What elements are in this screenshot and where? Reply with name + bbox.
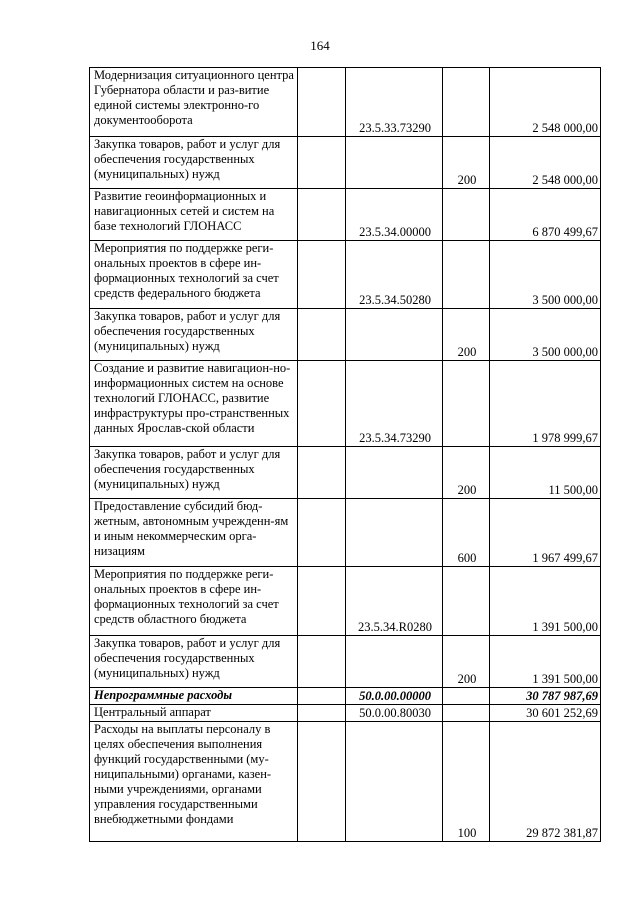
row-code-cell: 50.0.00.00000 — [346, 688, 443, 705]
row-amount-cell: 6 870 499,67 — [490, 189, 601, 241]
row-code-cell: 23.5.34.R0280 — [346, 567, 443, 636]
row-code-cell: 23.5.34.50280 — [346, 241, 443, 309]
row-empty-cell — [298, 722, 346, 842]
row-code-cell: 23.5.34.73290 — [346, 361, 443, 447]
row-amount-cell: 1 978 999,67 — [490, 361, 601, 447]
row-name-cell: Закупка товаров, работ и услуг для обеспечения государственных (муниципальных) нужд — [90, 447, 298, 499]
budget-table — [89, 67, 601, 842]
budget-table-body — [90, 68, 601, 842]
row-amount-cell: 1 391 500,00 — [490, 567, 601, 636]
table-row — [90, 705, 601, 722]
row-code-cell — [346, 137, 443, 189]
table-row — [90, 688, 601, 705]
table-row — [90, 447, 601, 499]
row-amount-cell: 3 500 000,00 — [490, 309, 601, 361]
row-expense-type-cell — [443, 361, 490, 447]
row-name-cell: Закупка товаров, работ и услуг для обеспечения государственных (муниципальных) нужд — [90, 137, 298, 189]
row-expense-type-cell: 200 — [443, 137, 490, 189]
row-code-cell — [346, 447, 443, 499]
row-code-cell: 23.5.33.73290 — [346, 68, 443, 137]
row-amount-cell: 30 787 987,69 — [490, 688, 601, 705]
row-expense-type-cell — [443, 68, 490, 137]
row-amount-cell: 11 500,00 — [490, 447, 601, 499]
row-empty-cell — [298, 361, 346, 447]
table-row — [90, 189, 601, 241]
row-name-cell: Закупка товаров, работ и услуг для обеспечения государственных (муниципальных) нужд — [90, 309, 298, 361]
row-empty-cell — [298, 241, 346, 309]
row-expense-type-cell: 100 — [443, 722, 490, 842]
row-name-cell: Закупка товаров, работ и услуг для обеспечения государственных (муниципальных) нужд — [90, 636, 298, 688]
table-row — [90, 361, 601, 447]
row-expense-type-cell — [443, 688, 490, 705]
row-empty-cell — [298, 189, 346, 241]
row-amount-cell: 2 548 000,00 — [490, 68, 601, 137]
row-amount-cell: 29 872 381,87 — [490, 722, 601, 842]
table-row — [90, 636, 601, 688]
row-code-cell: 23.5.34.00000 — [346, 189, 443, 241]
table-row — [90, 567, 601, 636]
row-empty-cell — [298, 567, 346, 636]
row-code-cell — [346, 636, 443, 688]
row-code-cell — [346, 309, 443, 361]
row-expense-type-cell: 200 — [443, 636, 490, 688]
row-empty-cell — [298, 705, 346, 722]
table-row — [90, 241, 601, 309]
row-empty-cell — [298, 447, 346, 499]
row-name-cell: Центральный аппарат — [90, 705, 298, 722]
row-amount-cell: 3 500 000,00 — [490, 241, 601, 309]
row-expense-type-cell — [443, 705, 490, 722]
table-row — [90, 68, 601, 137]
row-name-cell: Предоставление субсидий бюд-жетным, автономным учрежденн-ям и иным некоммерческим орга-низациям — [90, 499, 298, 567]
row-expense-type-cell: 200 — [443, 447, 490, 499]
row-code-cell — [346, 499, 443, 567]
row-empty-cell — [298, 636, 346, 688]
row-name-cell: Непрограммные расходы — [90, 688, 298, 705]
row-amount-cell: 30 601 252,69 — [490, 705, 601, 722]
row-code-cell: 50.0.00.80030 — [346, 705, 443, 722]
row-expense-type-cell: 600 — [443, 499, 490, 567]
table-row — [90, 137, 601, 189]
row-empty-cell — [298, 137, 346, 189]
row-amount-cell: 1 391 500,00 — [490, 636, 601, 688]
row-empty-cell — [298, 688, 346, 705]
page-number: 164 — [310, 38, 330, 53]
row-empty-cell — [298, 499, 346, 567]
table-row — [90, 499, 601, 567]
row-name-cell: Расходы на выплаты персоналу в целях обеспечения выполнения функций государственными (му-ниципальными) органами, казен-ными учреждениями, органами управления государственными внебюджетными фондами — [90, 722, 298, 842]
row-name-cell: Развитие геоинформационных и навигационных сетей и систем на базе технологий ГЛОНАСС — [90, 189, 298, 241]
row-empty-cell — [298, 68, 346, 137]
row-name-cell: Модернизация ситуационного центра Губернатора области и раз-витие единой системы электронно-го документооборота — [90, 68, 298, 137]
row-expense-type-cell — [443, 567, 490, 636]
row-code-cell — [346, 722, 443, 842]
table-row — [90, 722, 601, 842]
row-empty-cell — [298, 309, 346, 361]
row-expense-type-cell — [443, 241, 490, 309]
table-row — [90, 309, 601, 361]
row-name-cell: Создание и развитие навигацион-но-информационных систем на основе технологий ГЛОНАСС, развитие инфраструктуры про-странственных данных Ярослав-ской области — [90, 361, 298, 447]
row-expense-type-cell — [443, 189, 490, 241]
row-amount-cell: 2 548 000,00 — [490, 137, 601, 189]
row-name-cell: Мероприятия по поддержке реги-ональных проектов в сфере ин-формационных технологий за счет средств областного бюджета — [90, 567, 298, 636]
row-expense-type-cell: 200 — [443, 309, 490, 361]
row-name-cell: Мероприятия по поддержке реги-ональных проектов в сфере ин-формационных технологий за счет средств федерального бюджета — [90, 241, 298, 309]
row-amount-cell: 1 967 499,67 — [490, 499, 601, 567]
